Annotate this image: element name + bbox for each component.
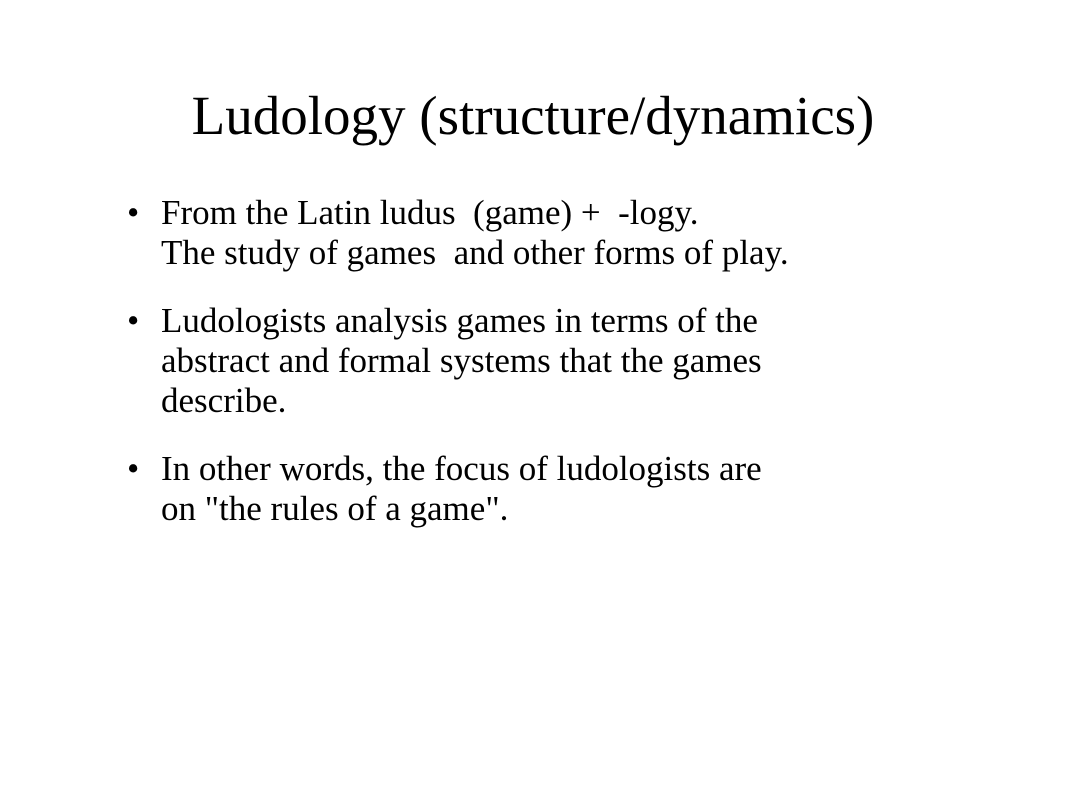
bullet-text-line: abstract and formal systems that the games [161,341,762,380]
bullet-text-line: on "the rules of a game". [161,489,509,528]
bullet-mark: • [127,301,140,340]
bullet-text-line: describe. [161,381,287,420]
slide-title: Ludology (structure/dynamics) [191,85,875,146]
bullet-text-line: The study of games and other forms of play. [161,233,789,272]
bullet-mark: • [127,193,140,232]
bullet-mark: • [127,449,140,488]
bullet-text-line: Ludologists analysis games in terms of the [161,301,758,340]
bullet-item [127,193,927,273]
bullet-list [127,193,927,529]
bullet-item [127,301,927,421]
bullet-text-line: In other words, the focus of ludologists are [161,449,762,488]
bullet-text-line: From the Latin ludus (game) + -logy. [161,193,699,232]
bullet-item [127,449,927,529]
